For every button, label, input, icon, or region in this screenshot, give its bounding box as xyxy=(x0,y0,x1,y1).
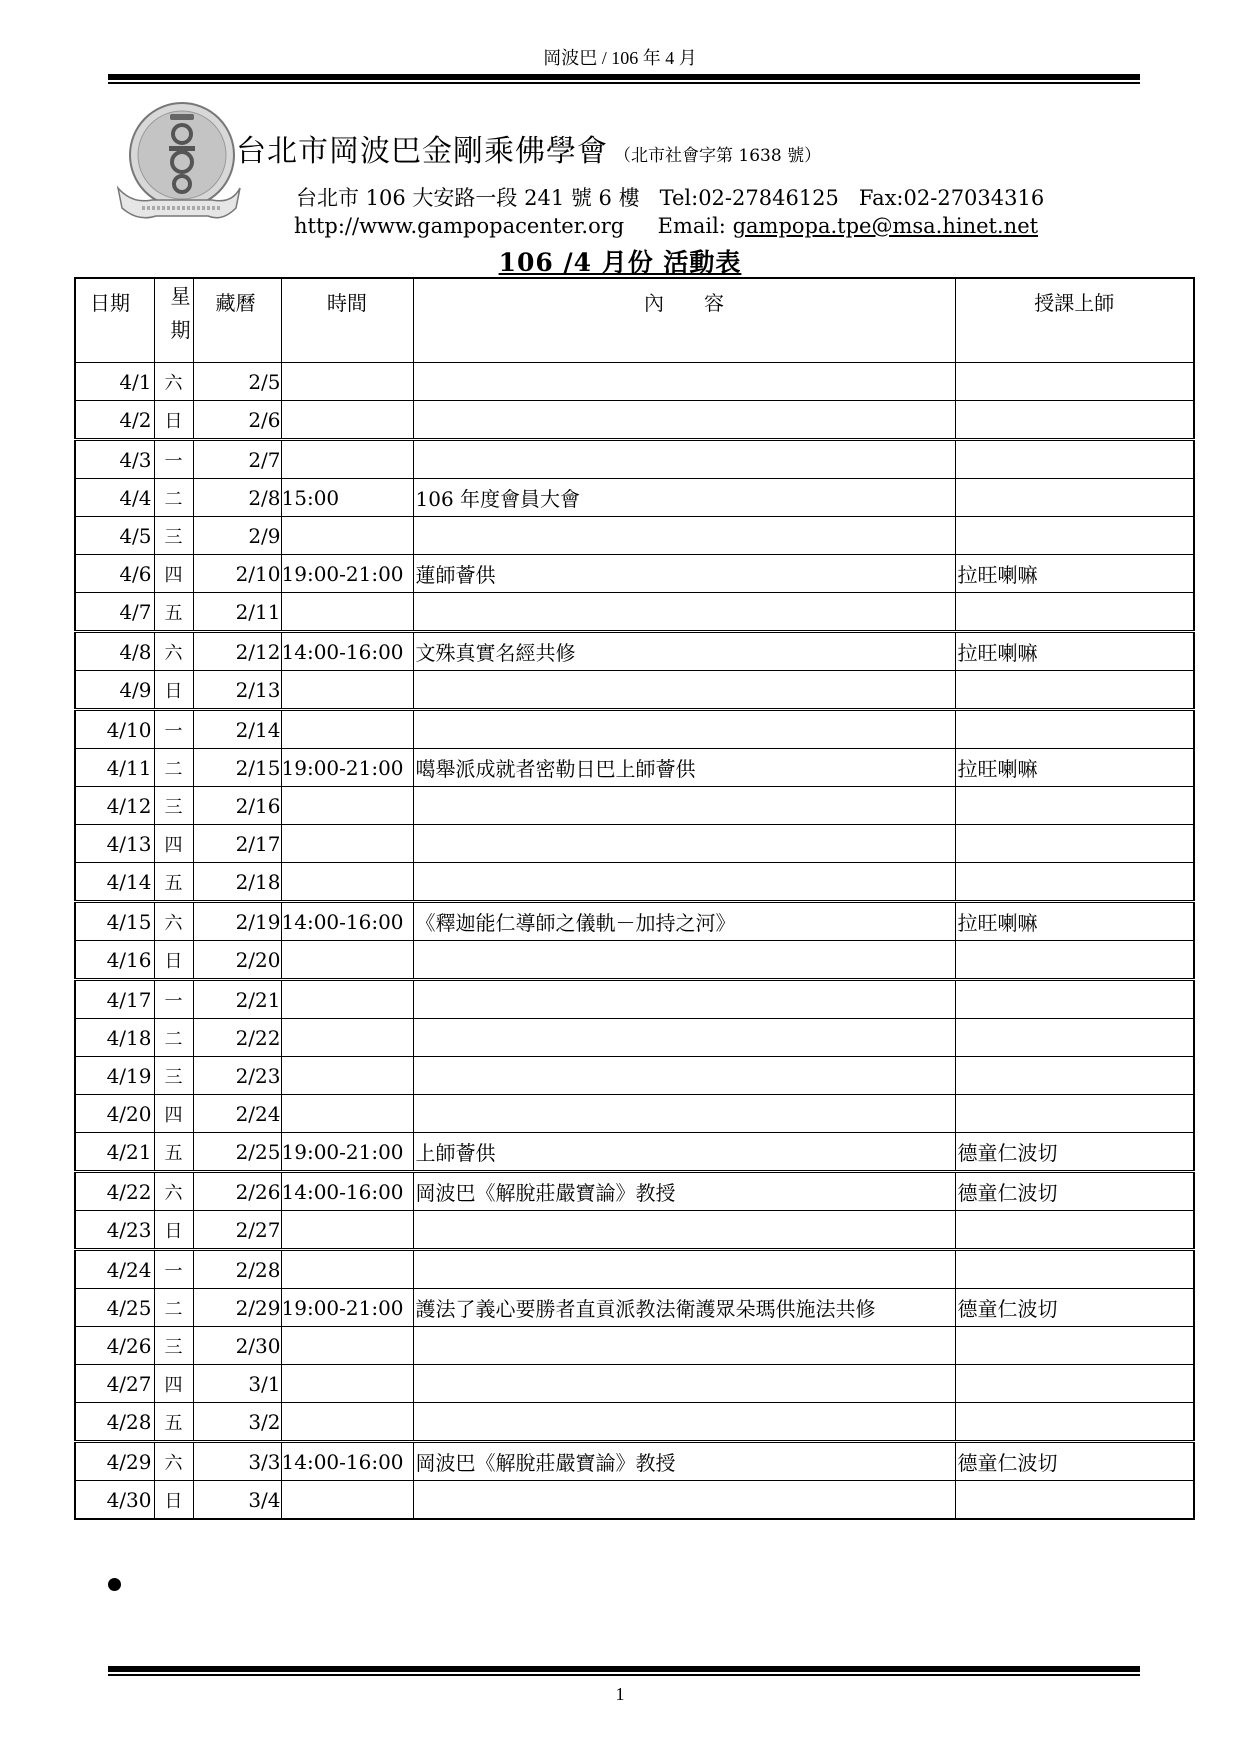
row-teacher xyxy=(955,1250,1194,1289)
row-weekday: 四 xyxy=(154,1095,193,1133)
row-date: 4/18 xyxy=(75,1019,154,1057)
row-teacher xyxy=(955,401,1194,440)
row-weekday: 五 xyxy=(154,1403,193,1442)
header-time: 時間 xyxy=(281,278,413,363)
row-weekday: 二 xyxy=(154,749,193,787)
row-teacher xyxy=(955,517,1194,555)
row-time xyxy=(281,1327,413,1365)
header-tibetan: 藏曆 xyxy=(193,278,281,363)
row-tibetan-date: 2/5 xyxy=(193,363,281,401)
row-teacher xyxy=(955,1365,1194,1403)
row-tibetan-date: 2/8 xyxy=(193,479,281,517)
row-date: 4/23 xyxy=(75,1211,154,1250)
row-time: 14:00-16:00 xyxy=(281,1172,413,1211)
contact-line xyxy=(294,214,1038,238)
row-teacher: 德童仁波切 xyxy=(955,1172,1194,1211)
row-teacher xyxy=(955,941,1194,980)
row-weekday: 三 xyxy=(154,517,193,555)
row-time: 19:00-21:00 xyxy=(281,749,413,787)
row-weekday: 四 xyxy=(154,555,193,593)
row-weekday: 六 xyxy=(154,363,193,401)
footer-rule xyxy=(108,1666,1140,1672)
row-tibetan-date: 3/1 xyxy=(193,1365,281,1403)
row-date: 4/12 xyxy=(75,787,154,825)
row-activity xyxy=(413,1057,955,1095)
table-row xyxy=(75,479,1194,517)
row-activity: 106 年度會員大會 xyxy=(413,479,955,517)
website-link[interactable]: http://www.gampopacenter.org xyxy=(294,214,625,238)
row-time xyxy=(281,787,413,825)
row-time xyxy=(281,1019,413,1057)
row-tibetan-date: 2/21 xyxy=(193,980,281,1019)
row-time: 19:00-21:00 xyxy=(281,1133,413,1172)
row-teacher xyxy=(955,593,1194,632)
row-date: 4/5 xyxy=(75,517,154,555)
table-row xyxy=(75,363,1194,401)
page-number: 1 xyxy=(615,1684,625,1704)
email-label: Email: xyxy=(657,214,733,238)
header-rule xyxy=(108,74,1140,80)
row-time xyxy=(281,863,413,902)
table-row xyxy=(75,941,1194,980)
row-tibetan-date: 3/4 xyxy=(193,1481,281,1520)
table-row xyxy=(75,1019,1194,1057)
row-activity: 上師薈供 xyxy=(413,1133,955,1172)
row-tibetan-date: 2/26 xyxy=(193,1172,281,1211)
row-time: 14:00-16:00 xyxy=(281,632,413,671)
row-teacher xyxy=(955,1481,1194,1520)
table-header-row xyxy=(75,278,1194,363)
row-teacher xyxy=(955,1403,1194,1442)
row-date: 4/17 xyxy=(75,980,154,1019)
running-header: 岡波巴 / 106 年 4 月 xyxy=(543,48,697,68)
row-time xyxy=(281,941,413,980)
organization-name-text: 台北市岡波巴金剛乘佛學會 xyxy=(236,134,608,169)
row-teacher xyxy=(955,980,1194,1019)
row-teacher xyxy=(955,825,1194,863)
row-tibetan-date: 2/6 xyxy=(193,401,281,440)
table-row xyxy=(75,440,1194,479)
row-activity: 蓮師薈供 xyxy=(413,555,955,593)
row-time: 19:00-21:00 xyxy=(281,1289,413,1327)
row-tibetan-date: 2/15 xyxy=(193,749,281,787)
row-activity xyxy=(413,787,955,825)
row-date: 4/2 xyxy=(75,401,154,440)
row-activity xyxy=(413,825,955,863)
row-activity xyxy=(413,1211,955,1250)
row-teacher: 拉旺喇嘛 xyxy=(955,902,1194,941)
row-teacher xyxy=(955,671,1194,710)
row-tibetan-date: 3/3 xyxy=(193,1442,281,1481)
schedule-title: 106 /4 月份 活動表 xyxy=(498,248,742,277)
row-tibetan-date: 2/11 xyxy=(193,593,281,632)
row-weekday: 一 xyxy=(154,980,193,1019)
row-tibetan-date: 2/30 xyxy=(193,1327,281,1365)
row-time xyxy=(281,1057,413,1095)
row-teacher xyxy=(955,1327,1194,1365)
row-date: 4/8 xyxy=(75,632,154,671)
row-tibetan-date: 2/16 xyxy=(193,787,281,825)
row-date: 4/7 xyxy=(75,593,154,632)
row-time xyxy=(281,1095,413,1133)
row-tibetan-date: 2/19 xyxy=(193,902,281,941)
row-activity xyxy=(413,1365,955,1403)
row-activity xyxy=(413,593,955,632)
row-weekday: 三 xyxy=(154,787,193,825)
row-time xyxy=(281,593,413,632)
bullet-point xyxy=(108,1578,121,1591)
table-row xyxy=(75,1403,1194,1442)
row-date: 4/6 xyxy=(75,555,154,593)
table-row xyxy=(75,825,1194,863)
row-time xyxy=(281,1403,413,1442)
row-activity xyxy=(413,1095,955,1133)
table-row xyxy=(75,902,1194,941)
organization-logo-icon xyxy=(112,100,244,230)
row-weekday: 三 xyxy=(154,1057,193,1095)
header-rule-thin xyxy=(108,82,1140,84)
row-activity: 《釋迦能仁導師之儀軌－加持之河》 xyxy=(413,902,955,941)
row-tibetan-date: 2/28 xyxy=(193,1250,281,1289)
table-row xyxy=(75,632,1194,671)
row-tibetan-date: 2/24 xyxy=(193,1095,281,1133)
schedule-table xyxy=(74,277,1195,1520)
row-activity: 文殊真實名經共修 xyxy=(413,632,955,671)
row-time xyxy=(281,671,413,710)
row-weekday: 日 xyxy=(154,941,193,980)
schedule-rows xyxy=(75,363,1194,1520)
row-time: 19:00-21:00 xyxy=(281,555,413,593)
row-time xyxy=(281,980,413,1019)
row-tibetan-date: 2/13 xyxy=(193,671,281,710)
header-date: 日期 xyxy=(75,278,154,363)
row-activity xyxy=(413,710,955,749)
row-teacher: 德童仁波切 xyxy=(955,1289,1194,1327)
row-time xyxy=(281,440,413,479)
table-row xyxy=(75,1442,1194,1481)
row-teacher: 拉旺喇嘛 xyxy=(955,632,1194,671)
row-teacher xyxy=(955,440,1194,479)
row-tibetan-date: 2/12 xyxy=(193,632,281,671)
row-activity xyxy=(413,1327,955,1365)
row-activity xyxy=(413,1019,955,1057)
row-teacher: 德童仁波切 xyxy=(955,1442,1194,1481)
row-date: 4/22 xyxy=(75,1172,154,1211)
row-weekday: 六 xyxy=(154,1442,193,1481)
row-date: 4/27 xyxy=(75,1365,154,1403)
address-line: 台北市 106 大安路一段 241 號 6 樓 Tel:02-27846125 Fax:02-27034316 xyxy=(296,186,1045,210)
row-weekday: 日 xyxy=(154,1481,193,1520)
row-date: 4/30 xyxy=(75,1481,154,1520)
row-date: 4/14 xyxy=(75,863,154,902)
row-date: 4/4 xyxy=(75,479,154,517)
row-weekday: 三 xyxy=(154,1327,193,1365)
table-row xyxy=(75,710,1194,749)
header-weekday xyxy=(154,278,193,363)
table-row xyxy=(75,555,1194,593)
table-row xyxy=(75,1172,1194,1211)
table-row xyxy=(75,401,1194,440)
row-time xyxy=(281,363,413,401)
row-time xyxy=(281,1211,413,1250)
row-teacher xyxy=(955,1095,1194,1133)
row-activity xyxy=(413,941,955,980)
row-activity xyxy=(413,1250,955,1289)
row-time xyxy=(281,517,413,555)
table-row xyxy=(75,1211,1194,1250)
table-row xyxy=(75,1481,1194,1520)
row-time xyxy=(281,1250,413,1289)
row-date: 4/28 xyxy=(75,1403,154,1442)
row-date: 4/21 xyxy=(75,1133,154,1172)
row-date: 4/16 xyxy=(75,941,154,980)
row-tibetan-date: 2/27 xyxy=(193,1211,281,1250)
row-weekday: 六 xyxy=(154,902,193,941)
row-weekday: 四 xyxy=(154,825,193,863)
row-activity xyxy=(413,1403,955,1442)
row-time xyxy=(281,825,413,863)
table-row xyxy=(75,980,1194,1019)
row-activity xyxy=(413,863,955,902)
header-teacher: 授課上師 xyxy=(955,278,1194,363)
row-weekday: 日 xyxy=(154,671,193,710)
row-activity xyxy=(413,1481,955,1520)
row-activity xyxy=(413,980,955,1019)
table-row xyxy=(75,517,1194,555)
row-date: 4/25 xyxy=(75,1289,154,1327)
row-tibetan-date: 2/22 xyxy=(193,1019,281,1057)
row-teacher xyxy=(955,710,1194,749)
row-teacher xyxy=(955,1057,1194,1095)
row-date: 4/11 xyxy=(75,749,154,787)
row-weekday: 六 xyxy=(154,1172,193,1211)
email-link[interactable]: gampopa.tpe@msa.hinet.net xyxy=(732,214,1039,238)
table-row xyxy=(75,863,1194,902)
row-time xyxy=(281,710,413,749)
table-row xyxy=(75,787,1194,825)
row-weekday: 日 xyxy=(154,401,193,440)
row-teacher: 德童仁波切 xyxy=(955,1133,1194,1172)
row-weekday: 六 xyxy=(154,632,193,671)
row-activity xyxy=(413,401,955,440)
row-date: 4/24 xyxy=(75,1250,154,1289)
row-tibetan-date: 2/14 xyxy=(193,710,281,749)
row-activity xyxy=(413,517,955,555)
header-content: 內 容 xyxy=(413,278,955,363)
row-tibetan-date: 2/29 xyxy=(193,1289,281,1327)
row-tibetan-date: 2/23 xyxy=(193,1057,281,1095)
row-teacher: 拉旺喇嘛 xyxy=(955,749,1194,787)
row-tibetan-date: 2/9 xyxy=(193,517,281,555)
row-tibetan-date: 2/20 xyxy=(193,941,281,980)
row-date: 4/3 xyxy=(75,440,154,479)
row-date: 4/9 xyxy=(75,671,154,710)
row-teacher xyxy=(955,787,1194,825)
row-weekday: 五 xyxy=(154,593,193,632)
header-weekday-text: 星期 xyxy=(170,284,191,342)
row-tibetan-date: 2/7 xyxy=(193,440,281,479)
footer-rule-thin xyxy=(108,1674,1140,1676)
row-time: 15:00 xyxy=(281,479,413,517)
row-activity xyxy=(413,363,955,401)
row-tibetan-date: 2/18 xyxy=(193,863,281,902)
table-row xyxy=(75,1289,1194,1327)
row-tibetan-date: 2/17 xyxy=(193,825,281,863)
row-date: 4/20 xyxy=(75,1095,154,1133)
table-row xyxy=(75,671,1194,710)
row-tibetan-date: 3/2 xyxy=(193,1403,281,1442)
row-activity: 護法了義心要勝者直貢派教法衛護眾朵瑪供施法共修 xyxy=(413,1289,955,1327)
row-weekday: 一 xyxy=(154,710,193,749)
row-activity: 岡波巴《解脫莊嚴寶論》教授 xyxy=(413,1172,955,1211)
row-weekday: 一 xyxy=(154,440,193,479)
row-activity xyxy=(413,440,955,479)
row-date: 4/13 xyxy=(75,825,154,863)
row-time: 14:00-16:00 xyxy=(281,902,413,941)
table-row xyxy=(75,1095,1194,1133)
row-weekday: 五 xyxy=(154,1133,193,1172)
row-date: 4/10 xyxy=(75,710,154,749)
row-activity: 噶舉派成就者密勒日巴上師薈供 xyxy=(413,749,955,787)
row-teacher xyxy=(955,479,1194,517)
table-row xyxy=(75,1057,1194,1095)
row-date: 4/19 xyxy=(75,1057,154,1095)
table-row xyxy=(75,593,1194,632)
row-teacher xyxy=(955,863,1194,902)
table-row xyxy=(75,1250,1194,1289)
row-teacher xyxy=(955,363,1194,401)
row-weekday: 一 xyxy=(154,1250,193,1289)
row-weekday: 四 xyxy=(154,1365,193,1403)
row-weekday: 二 xyxy=(154,479,193,517)
row-tibetan-date: 2/10 xyxy=(193,555,281,593)
row-date: 4/29 xyxy=(75,1442,154,1481)
row-weekday: 五 xyxy=(154,863,193,902)
table-row xyxy=(75,1327,1194,1365)
table-row xyxy=(75,1365,1194,1403)
row-time xyxy=(281,1365,413,1403)
row-date: 4/1 xyxy=(75,363,154,401)
row-teacher xyxy=(955,1211,1194,1250)
row-tibetan-date: 2/25 xyxy=(193,1133,281,1172)
row-date: 4/15 xyxy=(75,902,154,941)
row-teacher: 拉旺喇嘛 xyxy=(955,555,1194,593)
table-row xyxy=(75,749,1194,787)
row-time xyxy=(281,1481,413,1520)
table-row xyxy=(75,1133,1194,1172)
row-weekday: 二 xyxy=(154,1019,193,1057)
row-weekday: 二 xyxy=(154,1289,193,1327)
row-date: 4/26 xyxy=(75,1327,154,1365)
row-weekday: 日 xyxy=(154,1211,193,1250)
row-activity xyxy=(413,671,955,710)
organization-name xyxy=(236,126,821,170)
row-time xyxy=(281,401,413,440)
row-teacher xyxy=(955,1019,1194,1057)
registration-number: （北市社會字第 1638 號） xyxy=(614,146,822,166)
row-activity: 岡波巴《解脫莊嚴寶論》教授 xyxy=(413,1442,955,1481)
row-time: 14:00-16:00 xyxy=(281,1442,413,1481)
